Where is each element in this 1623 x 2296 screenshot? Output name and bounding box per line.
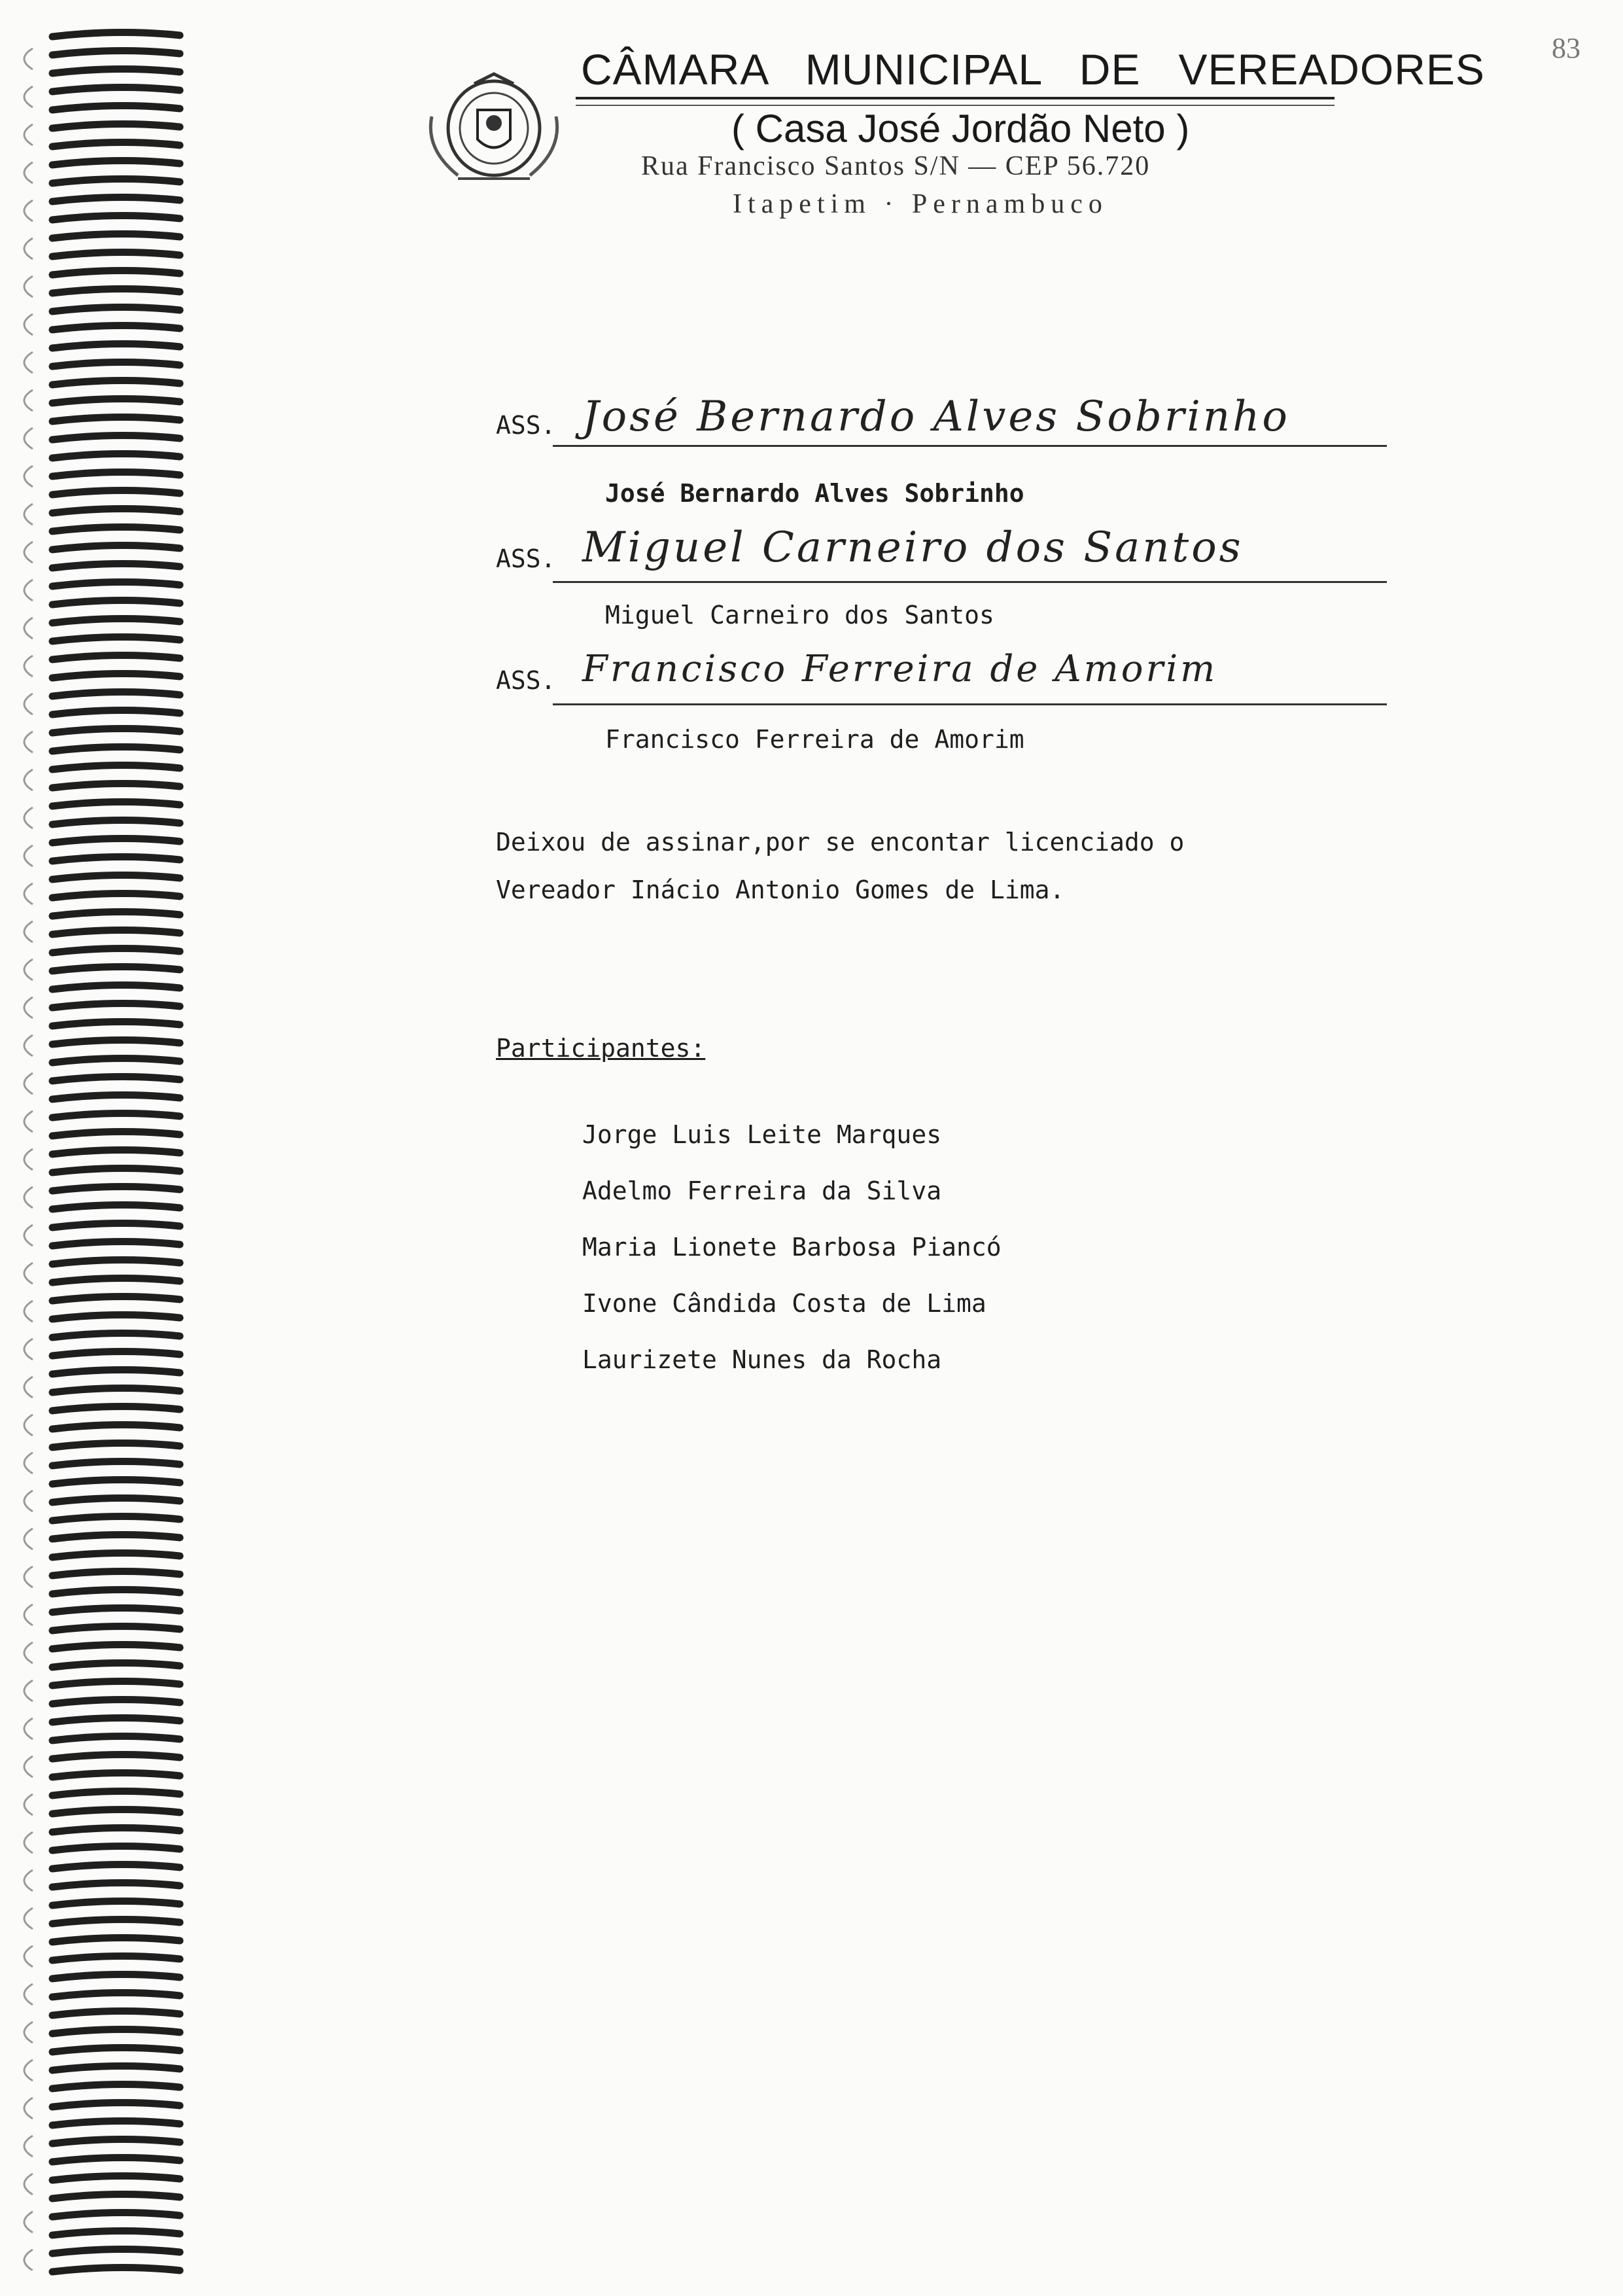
binding-hole: [24, 276, 33, 297]
signature-prefix: ASS.: [496, 411, 556, 440]
spiral-coil: [52, 270, 180, 275]
spiral-coil: [52, 728, 180, 733]
signature-prefix: ASS.: [496, 666, 556, 695]
binding-hole: [24, 1491, 33, 1511]
spiral-coil: [52, 1919, 180, 1924]
spiral-coil: [52, 563, 180, 568]
letterhead-address: Rua Francisco Santos S/N — CEP 56.720: [641, 151, 1151, 181]
spiral-coil: [52, 124, 180, 128]
spiral-coil: [52, 105, 180, 110]
signatory-name: Francisco Ferreira de Amorim: [605, 725, 1024, 754]
binding-hole: [24, 580, 33, 601]
spiral-coil: [52, 2212, 180, 2217]
binding-hole: [24, 352, 33, 373]
spiral-coil: [52, 179, 180, 183]
spiral-coil: [52, 838, 180, 843]
spiral-coil: [52, 1937, 180, 1942]
spiral-coil: [52, 252, 180, 256]
spiral-coil: [52, 1095, 180, 1099]
spiral-coil: [52, 893, 180, 898]
participants-heading: Participantes:: [496, 1034, 706, 1063]
spiral-coil: [52, 1186, 180, 1191]
spiral-coil: [52, 875, 180, 879]
letterhead-title: CÂMARA MUNICIPAL DE VEREADORES: [581, 45, 1485, 94]
binding-hole: [24, 1642, 33, 1663]
spiral-coil: [52, 747, 180, 751]
spiral-coil: [52, 1076, 180, 1081]
binding-hole: [24, 48, 33, 69]
binding-hole: [24, 542, 33, 563]
spiral-coil: [52, 1296, 180, 1301]
spiral-coil: [52, 453, 180, 458]
spiral-coil: [52, 215, 180, 220]
spiral-coil: [52, 1498, 180, 1502]
handwritten-signature: Miguel Carneiro dos Santos: [582, 523, 1244, 572]
binding-hole: [24, 1073, 33, 1094]
binding-hole: [24, 1035, 33, 1056]
spiral-coil: [52, 2231, 180, 2235]
spiral-coil: [52, 2157, 180, 2162]
binding-hole: [24, 845, 33, 866]
spiral-coil: [52, 435, 180, 440]
binding-hole: [24, 2022, 33, 2043]
binding-hole: [24, 1528, 33, 1549]
spiral-coil: [52, 1351, 180, 1356]
binding-hole: [24, 86, 33, 107]
spiral-coil: [52, 966, 180, 971]
binding-hole: [24, 1453, 33, 1474]
binding-hole: [24, 1718, 33, 1739]
participant-name: Maria Lionete Barbosa Piancó: [582, 1233, 1002, 1262]
binding-hole: [24, 1604, 33, 1625]
spiral-coil: [52, 87, 180, 92]
signatory-name: José Bernardo Alves Sobrinho: [605, 479, 1024, 508]
binding-hole: [24, 1680, 33, 1701]
spiral-coil: [52, 160, 180, 165]
spiral-coil: [52, 1992, 180, 1997]
note-line-2: Vereador Inácio Antonio Gomes de Lima.: [496, 875, 1065, 904]
spiral-coil: [52, 1718, 180, 1722]
spiral-coil: [52, 472, 180, 476]
spiral-coil: [52, 527, 180, 531]
spiral-coil: [52, 1626, 180, 1631]
spiral-coil: [52, 2011, 180, 2015]
letterhead-city: Itapetim · Pernambuco: [733, 189, 1108, 219]
spiral-coil: [52, 783, 180, 788]
spiral-coil: [52, 1205, 180, 1209]
spiral-coil: [52, 2066, 180, 2070]
spiral-coil: [52, 2194, 180, 2199]
spiral-coil: [52, 2121, 180, 2125]
binding-hole: [24, 1415, 33, 1436]
binding-hole: [24, 1263, 33, 1284]
binding-hole: [24, 1187, 33, 1208]
spiral-coil: [52, 765, 180, 769]
spiral-coil: [52, 1131, 180, 1136]
letterhead-subtitle: ( Casa José Jordão Neto ): [731, 107, 1190, 150]
spiral-coil: [52, 1882, 180, 1887]
spiral-coil: [52, 985, 180, 989]
spiral-coil: [52, 1406, 180, 1411]
binding-hole: [24, 2212, 33, 2233]
spiral-coil: [52, 234, 180, 238]
binding-hole: [24, 1756, 33, 1777]
spiral-coil: [52, 1809, 180, 1814]
binding-hole: [24, 769, 33, 790]
spiral-coil: [52, 857, 180, 861]
spiral-coil: [52, 948, 180, 953]
spiral-coil: [52, 380, 180, 385]
binding-hole: [24, 1149, 33, 1170]
spiral-coil: [52, 2267, 180, 2272]
binding-hole: [24, 1111, 33, 1132]
spiral-coil: [52, 1058, 180, 1063]
spiral-coil: [52, 1589, 180, 1594]
spiral-coil: [52, 307, 180, 311]
binding-hole: [24, 162, 33, 183]
spiral-coil: [52, 197, 180, 202]
spiral-coil: [52, 142, 180, 147]
spiral-coil: [52, 69, 180, 73]
signature-prefix: ASS.: [496, 544, 556, 573]
spiral-coil: [52, 655, 180, 660]
participant-name: Ivone Cândida Costa de Lima: [582, 1289, 986, 1318]
spiral-coil: [52, 820, 180, 824]
spiral-coil: [52, 1479, 180, 1484]
binding-hole: [24, 466, 33, 487]
binding-hole: [24, 1339, 33, 1360]
spiral-coil: [52, 417, 180, 421]
spiral-coil: [52, 1773, 180, 1777]
binding-hole: [24, 2136, 33, 2157]
spiral-coil: [52, 1956, 180, 1960]
spiral-coil: [52, 344, 180, 348]
spiral-coil: [52, 1003, 180, 1008]
handwritten-signature: Francisco Ferreira de Amorim: [582, 648, 1218, 690]
signature-line: [553, 703, 1387, 705]
spiral-coil: [52, 1864, 180, 1869]
spiral-coil: [52, 618, 180, 623]
spiral-coil: [52, 802, 180, 806]
spiral-coil: [52, 325, 180, 330]
signatory-name: Miguel Carneiro dos Santos: [605, 601, 994, 629]
binding-hole: [24, 807, 33, 828]
spiral-coil: [52, 1516, 180, 1521]
spiral-coil: [52, 1754, 180, 1759]
spiral-coil: [52, 1443, 180, 1447]
spiral-coil: [52, 1571, 180, 1576]
binding-hole: [24, 2174, 33, 2195]
spiral-coil: [52, 1644, 180, 1649]
spiral-coil: [52, 673, 180, 678]
spiral-coil: [52, 1553, 180, 1557]
spiral-coil: [52, 1040, 180, 1044]
binding-hole: [24, 732, 33, 752]
binding-hole: [24, 1301, 33, 1322]
spiral-coil: [52, 582, 180, 586]
page-number: 83: [1552, 32, 1580, 64]
spiral-coil: [52, 1388, 180, 1392]
spiral-coil: [52, 1424, 180, 1429]
letterhead-rule: [576, 97, 1335, 99]
spiral-coil: [52, 490, 180, 495]
spiral-coil: [52, 1315, 180, 1319]
binding-hole: [24, 997, 33, 1018]
spiral-coil: [52, 2249, 180, 2253]
spiral-coil: [52, 1534, 180, 1539]
binding-hole: [24, 1984, 33, 2005]
binding-hole: [24, 428, 33, 449]
binding-hole: [24, 1566, 33, 1587]
spiral-coil: [52, 2084, 180, 2089]
spiral-coil: [52, 32, 180, 37]
binding-holes: [7, 46, 43, 2270]
binding-hole: [24, 1946, 33, 1967]
binding-hole: [24, 2098, 33, 2119]
spiral-coil: [52, 2176, 180, 2180]
signature-line: [553, 445, 1387, 447]
spiral-coil: [52, 2139, 180, 2144]
binding-hole: [24, 2250, 33, 2270]
spiral-coil: [52, 1846, 180, 1850]
spiral-coil: [52, 1278, 180, 1282]
spiral-coil: [52, 1461, 180, 1466]
binding-hole: [24, 2060, 33, 2081]
binding-hole: [24, 124, 33, 145]
spiral-coil: [52, 1260, 180, 1264]
participant-name: Adelmo Ferreira da Silva: [582, 1176, 942, 1205]
binding-hole: [24, 200, 33, 221]
binding-hole: [24, 504, 33, 525]
binding-hole: [24, 1870, 33, 1891]
note-line-1: Deixou de assinar,por se encontar licenciado o: [496, 828, 1185, 857]
binding-hole: [24, 1832, 33, 1853]
spiral-coil: [52, 1974, 180, 1979]
binding-hole: [24, 314, 33, 335]
binding-hole: [24, 883, 33, 904]
signature-line: [553, 581, 1387, 583]
spiral-coil: [52, 710, 180, 715]
spiral-coil: [52, 1663, 180, 1667]
spiral-coil: [52, 1369, 180, 1374]
spiral-coil: [52, 600, 180, 605]
binding-hole: [24, 959, 33, 980]
spiral-coil: [52, 1241, 180, 1246]
binding-hole: [24, 1377, 33, 1398]
municipal-seal-icon: [419, 71, 569, 188]
binding-hole: [24, 656, 33, 677]
spiral-coil: [52, 2102, 180, 2107]
binding-hole: [24, 390, 33, 411]
handwritten-signature: José Bernardo Alves Sobrinho: [582, 393, 1290, 441]
spiral-coil: [52, 50, 180, 55]
spiral-coil: [52, 398, 180, 403]
binding-hole: [24, 1794, 33, 1815]
spiral-coil: [52, 1168, 180, 1173]
binding-hole: [24, 921, 33, 942]
spiral-coil: [52, 930, 180, 934]
participant-name: Laurizete Nunes da Rocha: [582, 1345, 942, 1374]
spiral-coil: [52, 289, 180, 293]
spiral-coil: [52, 1791, 180, 1795]
spiral-coil: [52, 508, 180, 513]
spiral-coil: [52, 1699, 180, 1704]
spiral-coil: [52, 1736, 180, 1740]
spiral-coil: [52, 1021, 180, 1026]
spiral-coil: [52, 1608, 180, 1612]
spiral-coil: [52, 2029, 180, 2034]
spiral-coil: [52, 1223, 180, 1227]
spiral-coil: [52, 362, 180, 366]
spiral-coil: [52, 692, 180, 696]
spiral-coil: [52, 911, 180, 916]
spiral-coil: [52, 1333, 180, 1337]
spiral-coil: [52, 637, 180, 641]
participant-name: Jorge Luis Leite Marques: [582, 1120, 942, 1149]
spiral-binding: [46, 26, 190, 2284]
binding-hole: [24, 1908, 33, 1929]
spiral-coil: [52, 1901, 180, 1905]
binding-hole: [24, 238, 33, 259]
spiral-coil: [52, 2047, 180, 2052]
spiral-coil: [52, 1828, 180, 1832]
binding-hole: [24, 694, 33, 715]
binding-hole: [24, 1225, 33, 1246]
spiral-coil: [52, 1681, 180, 1686]
spiral-coil: [52, 545, 180, 550]
spiral-coil: [52, 1113, 180, 1118]
spiral-coil: [52, 1150, 180, 1154]
binding-hole: [24, 618, 33, 639]
